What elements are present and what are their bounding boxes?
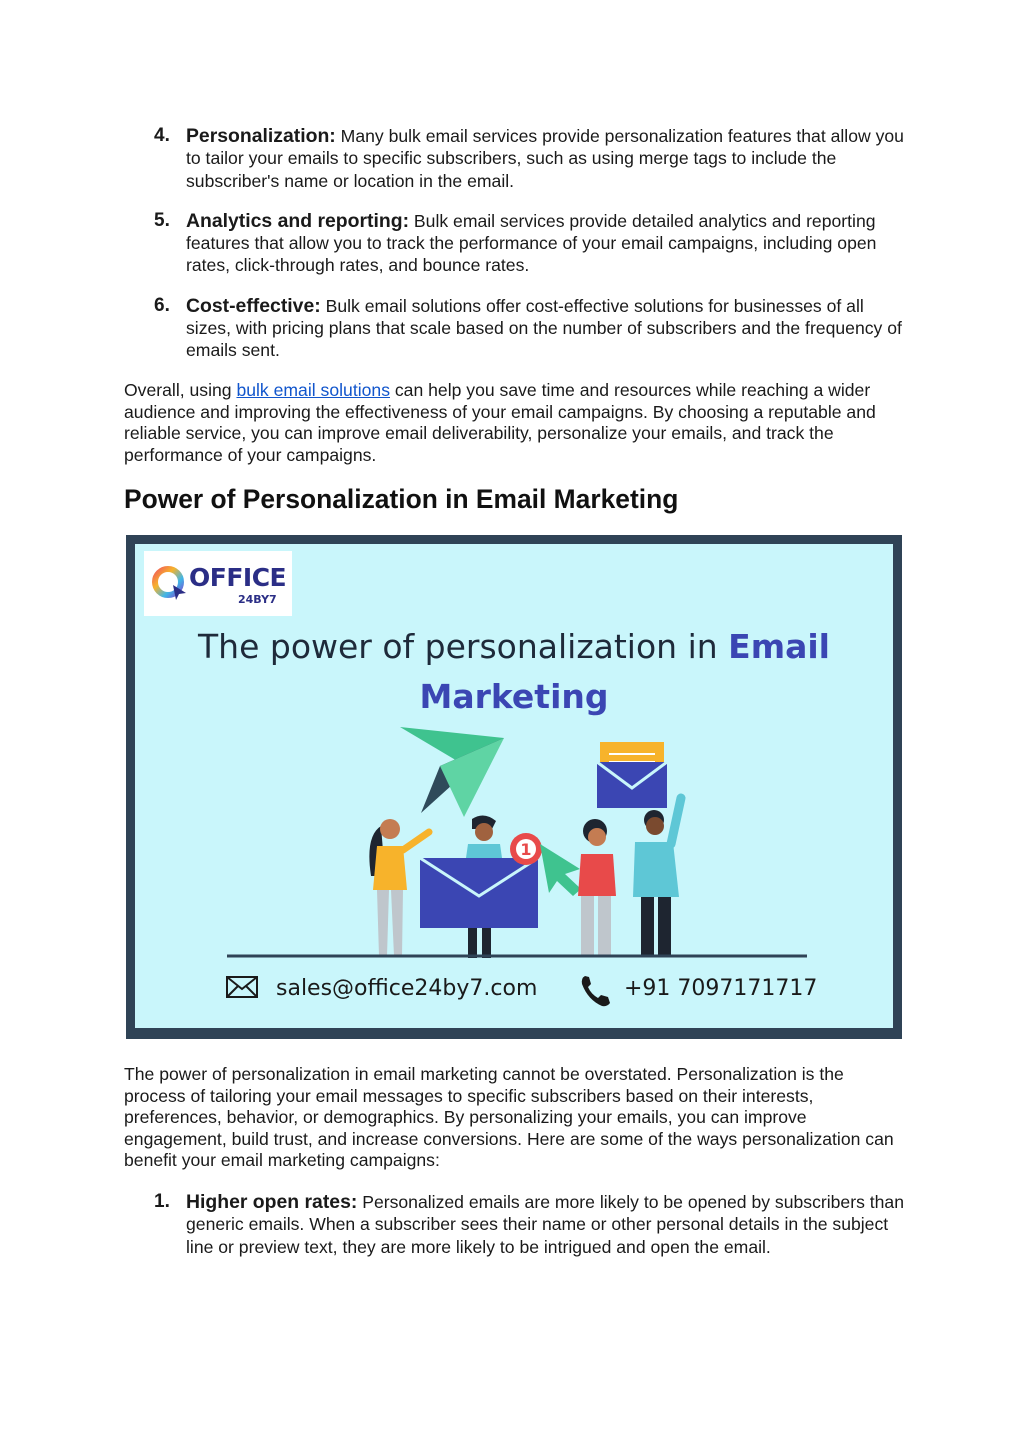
list-term: Personalization:	[186, 125, 336, 147]
banner-background	[135, 544, 893, 1028]
phone-icon	[582, 976, 610, 1006]
banner-phone-text: +91 7097171717	[624, 976, 818, 1001]
benefits-list-bottom	[124, 1191, 904, 1258]
paper-plane-icon	[400, 727, 504, 817]
overall-text-end: can help you save time and resources while reaching a wider audience and improving the effectiveness of your email campaigns. By choosing a reputable and reliable service, you can improve email deliverability, personalize your emails, and track the performance of your campaigns.	[124, 380, 876, 465]
man-teal-illustration	[633, 798, 681, 956]
banner-title-email: Email	[728, 627, 830, 666]
banner-title-plain: The power of personalization in	[198, 627, 729, 666]
list-item	[124, 210, 904, 277]
list-text: Personalized emails are more likely to be opened by subscribers than generic emails. When a subscriber sees their name or other personal details in the subject line or preview text, they are more likely to be intrigued and open the email.	[186, 1192, 904, 1257]
list-number: 6.	[154, 294, 170, 316]
envelope-icon	[597, 742, 667, 808]
notification-badge	[510, 833, 542, 865]
list-item	[124, 295, 904, 362]
list-text: Bulk email services provide detailed analytics and reporting features that allow you to track the performance of your email campaigns, including open rates, click-through rates, and bounce rates.	[186, 210, 877, 276]
section-heading: Power of Personalization in Email Marketing	[124, 484, 679, 514]
banner-illustration	[135, 544, 893, 1028]
list-number: 5.	[154, 209, 170, 231]
logo-subtext: 24BY7	[238, 593, 277, 606]
cursor-arrow-icon	[540, 844, 581, 896]
banner-email-text: sales@office24by7.com	[276, 976, 538, 1001]
list-text: Bulk email solutions offer cost-effective solutions for businesses of all sizes, with pricing plans that scale based on the number of subscribers and the frequency of emails sent.	[186, 295, 902, 361]
list-term: Analytics and reporting:	[186, 209, 410, 232]
woman-red-illustration	[578, 819, 616, 956]
list-term: Cost-effective:	[186, 294, 321, 317]
list-number: 4.	[154, 125, 170, 146]
list-term: Higher open rates:	[186, 1191, 358, 1213]
svg-text:1: 1	[520, 840, 532, 859]
banner-image	[126, 535, 902, 1039]
banner-title-marketing: Marketing	[419, 677, 609, 716]
list-text: Many bulk email services provide personalization features that allow you to tailor your emails to specific subscribers, such as using merge tags to include the subscriber's name or location in the email.	[186, 126, 904, 191]
overall-text-start: Overall, using	[124, 380, 237, 400]
intro-paragraph: The power of personalization in email marketing cannot be overstated. Personalization is the process of tailoring your email messages to specific subscribers based on their interests, preferences, behavior, or demographics. By personalizing your emails, you can improve engagement, build trust, and increase conversions. Here are some of the ways personalization can benefit your email marketing campaigns:	[124, 1064, 894, 1171]
bulk-email-solutions-link[interactable]: bulk email solutions	[236, 380, 390, 400]
list-item	[124, 125, 904, 192]
list-item	[124, 1191, 904, 1258]
list-number: 1.	[154, 1191, 170, 1212]
overall-paragraph	[124, 380, 904, 466]
benefits-list-top	[124, 125, 904, 362]
logo-wordmark: OFFICE	[189, 563, 287, 592]
mail-icon	[227, 977, 257, 997]
